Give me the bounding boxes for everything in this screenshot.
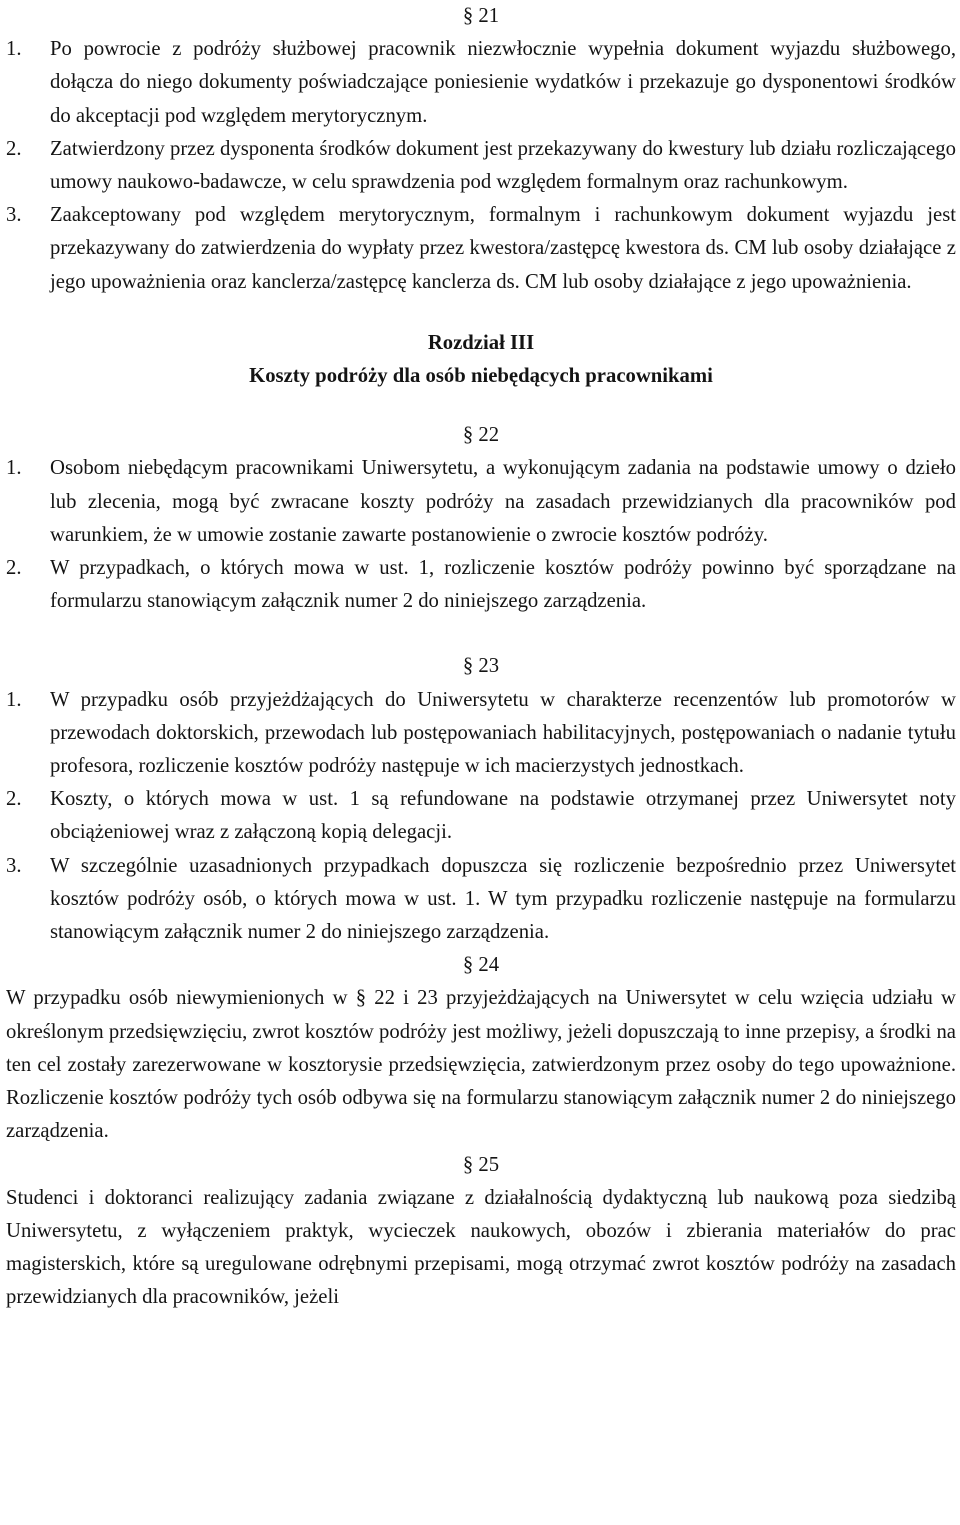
item-text: W przypadku osób przyjeżdżających do Uniwersytetu w charakterze recenzentów lub promotorów w przewodach doktorskich, przewodach lub postępowaniach habilitacyjnych, postępowaniach o nadanie tytułu profesora, rozliczenie kosztów podróży następuje w ich macierzystych jednostkach. <box>50 688 956 778</box>
spacer <box>6 299 956 327</box>
item-number: 2. <box>6 137 22 160</box>
item-text: Zaakceptowany pod względem merytorycznym, formalnym i rachunkowym dokument wyjazdu jest przekazywany do zatwierdzenia do wypłaty przez kwestora/zastępcę kwestora ds. CM lub osoby działające z jego upoważnienia oraz kanclerza/zastępcę kanclerza ds. CM lub osoby działające z jego upoważnienia. <box>50 204 956 293</box>
item-text: Po powrocie z podróży służbowej pracownik niezwłocznie wypełnia dokument wyjazdu służbowego, dołącza do niego dokumenty poświadczające poniesienie wydatków i przekazuje go dysponentowi środków do akceptacji pod względem merytorycznym. <box>50 38 956 127</box>
item-text: Zatwierdzony przez dysponenta środków dokument jest przekazywany do kwestury lub działu rozliczającego umowy naukowo-badawcze, w celu sprawdzenia pod względem formalnym oraz rachunkowym. <box>50 137 956 194</box>
item-number: 1. <box>6 457 22 480</box>
item-number: 2. <box>6 557 22 580</box>
section-22-heading: § 22 <box>462 424 500 447</box>
section-22-item-1 <box>6 452 956 552</box>
section-21-item-2 <box>6 133 956 199</box>
item-number: 3. <box>6 854 22 877</box>
item-text: Koszty, o których mowa w ust. 1 są refundowane na podstawie otrzymanej przez Uniwersytet noty obciążeniowej wraz z załączoną kopią delegacji. <box>50 788 956 844</box>
item-number: 3. <box>6 204 22 227</box>
section-25-text: Studenci i doktoranci realizujący zadania związane z działalnością dydaktyczną lub naukową poza siedzibą Uniwersytetu, z wyłączeniem praktyk, wycieczek naukowych, obozów i zbierania materiałów do prac magisterskich, które są uregulowane odrębnymi przepisami, mogą otrzymać zwrot kosztów podróży na zasadach przewidzianych dla pracowników, jeżeli <box>6 1186 956 1309</box>
section-23-item-2 <box>6 783 956 849</box>
item-number: 2. <box>6 788 22 811</box>
spacer <box>6 618 956 650</box>
item-text: Osobom niebędącym pracownikami Uniwersytetu, a wykonującym zadania na podstawie umowy o dzieło lub zlecenia, mogą być zwracane koszty podróży na zasadach przewidzianych dla pracowników pod warunkiem, że w umowie zostanie zawarte postanowienie o zwrocie kosztów podróży. <box>50 457 956 546</box>
section-23-item-3 <box>6 850 956 950</box>
chapter-title: Koszty podróży dla osób niebędących pracownikami <box>249 365 713 388</box>
section-23-item-1 <box>6 684 956 784</box>
item-text: W szczególnie uzasadnionych przypadkach dopuszcza się rozliczenie bezpośrednio przez Uniwersytet kosztów podróży osób, o których mowa w ust. 1. W tym przypadku rozliczenie następuje na formularzu stanowiącym załącznik numer 2 do niniejszego zarządzenia. <box>50 854 956 944</box>
section-25-heading: § 25 <box>462 1153 500 1176</box>
section-24-text: W przypadku osób niewymienionych w § 22 i 23 przyjeżdżających na Uniwersytet w celu wzięcia udziału w określonym przedsięwzięciu, zwrot kosztów podróży jest możliwy, jeżeli dopuszczają to inne przepisy, a środki na ten cel zostały zarezerwowane w kosztorysie przedsięwzięcia, zatwierdzonym przez osoby do tego upoważnione. Rozliczenie kosztów podróży tych osób odbywa się na formularzu stanowiącym załącznik numer 2 do niniejszego zarządzenia. <box>6 987 956 1143</box>
chapter-label: Rozdział III <box>427 331 535 354</box>
section-22-item-2 <box>6 552 956 618</box>
section-21-heading: § 21 <box>462 5 500 27</box>
spacer <box>6 393 956 419</box>
item-number: 1. <box>6 38 22 61</box>
section-21-item-3 <box>6 199 956 299</box>
item-number: 1. <box>6 688 22 711</box>
section-21-item-1 <box>6 33 956 133</box>
section-23-heading: § 23 <box>462 655 500 678</box>
section-24-heading: § 24 <box>462 954 500 977</box>
item-text: W przypadkach, o których mowa w ust. 1, rozliczenie kosztów podróży powinno być sporządzane na formularzu stanowiącym załącznik numer 2 do niniejszego zarządzenia. <box>50 557 956 613</box>
